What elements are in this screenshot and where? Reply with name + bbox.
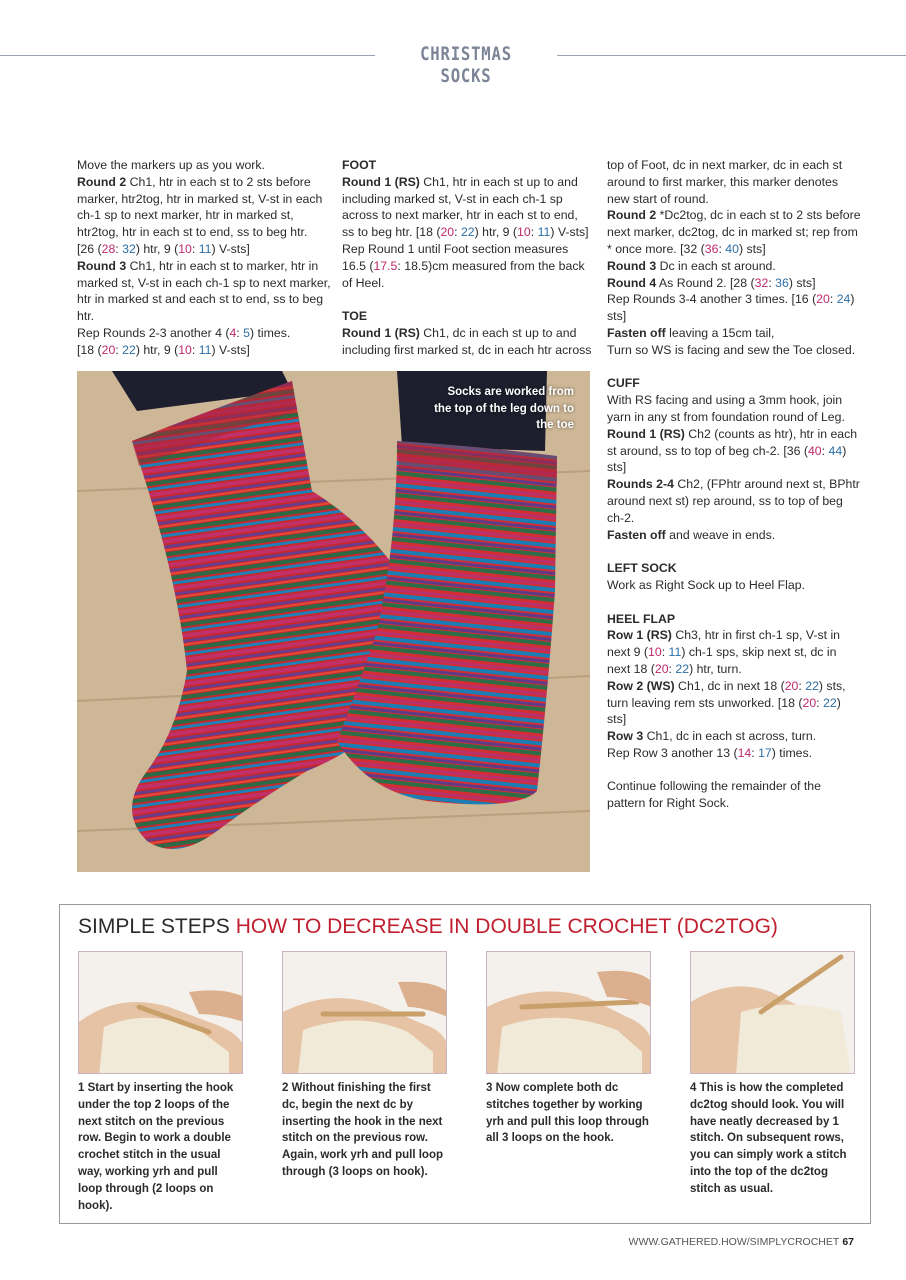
step-2 <box>282 951 447 1181</box>
toe-round-4: Round 4 As Round 2. [28 (32: 36) sts] <box>607 275 816 290</box>
cuff-fasten-off: Fasten off and weave in ends. <box>607 527 776 542</box>
closing-text: Continue following the remainder of the pattern for Right Sock. <box>607 779 821 811</box>
round-2-label: Round 2 <box>77 174 127 189</box>
steps-title-lead: SIMPLE STEPS <box>78 915 230 938</box>
page-title: CHRISTMAS SOCKS <box>420 43 512 87</box>
intro-text: Move the markers up as you work. <box>77 158 265 172</box>
step-1-text: 1 Start by inserting the hook under the top 2 loops of the next stitch on the previous row. Begin to work a double crochet stitch in the usual way, working yrh and pull loop through (2 loops on hook). <box>78 1082 234 1212</box>
left-sock-text: Work as Right Sock up to Heel Flap. <box>607 577 805 592</box>
foot-repeat: Rep Round 1 until Foot section measures 16.5 (17.5: 18.5)cm measured from the back of Heel. <box>342 241 585 290</box>
heel-row-1: Row 1 (RS) Ch3, htr in first ch-1 sp, V-st in next 9 (10: 11) ch-1 sps, skip next st, dc in next 18 (20: 22) htr, turn. <box>607 628 841 676</box>
step-4-text: 4 This is how the completed dc2tog should look. You will have neatly decreased by 1 stitch. On subsequent rows, you can simply work a stitch into the top of the dc2tog stitch as usual. <box>690 1082 847 1195</box>
socks-illustration <box>77 371 590 872</box>
footer-url[interactable]: WWW.GATHERED.HOW/SIMPLYCROCHET <box>628 1236 840 1248</box>
cuff-intro: With RS facing and using a 3mm hook, join yarn in any st from foundation round of Leg. <box>607 393 845 424</box>
heel-repeat: Rep Row 3 another 13 (14: 17) times. <box>607 745 813 760</box>
round-3-label: Round 3 <box>77 258 127 273</box>
step-2-text: 2 Without finishing the first dc, begin the next dc by inserting the hook in the next stitch on the previous row. Again, work yrh and pull loop through (3 loops on hook). <box>282 1082 444 1178</box>
cuff-heading: CUFF <box>607 376 640 391</box>
round-3-instruction: Round 3 Ch1, htr in each st to marker, htr in marked st, V-st in each ch-1 sp to next marker, htr in marked st and each st to end, ss to beg htr. <box>77 258 331 324</box>
cuff-rounds-2-4: Rounds 2-4 Ch2, (FPhtr around next st, BPhtr around next st) rep around, ss to top of beg ch-2. <box>607 477 860 525</box>
toe-round-3: Round 3 Dc in each st around. <box>607 258 776 273</box>
page-footer <box>629 1236 854 1248</box>
toe-heading: TOE <box>342 309 368 324</box>
toe-fasten-off: Fasten off leaving a 15cm tail, <box>607 325 775 340</box>
steps-title-main: HOW TO DECREASE IN DOUBLE CROCHET (DC2TOG) <box>235 915 778 938</box>
column-3 <box>607 157 862 812</box>
toe-continued: top of Foot, dc in next marker, dc in each st around to first marker, this marker denotes new start of round. <box>607 158 843 206</box>
simple-steps-panel <box>59 904 871 1224</box>
steps-title <box>78 915 778 939</box>
toe-repeat: Rep Rounds 3-4 another 3 times. [16 (20: 24) sts] <box>607 292 855 324</box>
photo-caption: Socks are worked from the top of the leg down to the toe <box>434 386 574 431</box>
round-2-count: [26 (28: 32) htr, 9 (10: 11) V-sts] <box>77 241 250 256</box>
heel-flap-heading: HEEL FLAP <box>607 611 676 626</box>
toe-round-1: Round 1 (RS) Ch1, dc in each st up to and including first marked st, dc in each htr across <box>342 325 592 357</box>
round-2-instruction: Round 2 Ch1, htr in each st to 2 sts before marker, htr2tog, htr in marked st, V-st in each ch-1 sp to next marker, htr in marked st, htr2tog, htr in each st to end, ss to beg htr. <box>77 174 323 240</box>
step-4-photo <box>690 951 855 1074</box>
step-3 <box>486 951 651 1147</box>
cuff-round-1: Round 1 (RS) Ch2 (counts as htr), htr in each st around, ss to top of beg ch-2. [36 (40: 44) sts] <box>607 426 858 475</box>
header-rule-right <box>557 55 906 56</box>
foot-round-1: Round 1 (RS) Ch1, htr in each st up to and including marked st, V-st in each ch-1 sp across to next marker, htr in each st to end, ss to beg htr. [18 (20: 22) htr, 9 (10: 11) V-sts] <box>342 174 589 240</box>
column-1 <box>77 157 332 359</box>
step-1 <box>78 951 243 1214</box>
step-3-photo <box>486 951 651 1074</box>
repeat-instruction: Rep Rounds 2-3 another 4 (4: 5) times. <box>77 325 291 340</box>
socks-photo <box>77 371 590 872</box>
step-2-photo <box>282 951 447 1074</box>
step-1-photo <box>78 951 243 1074</box>
toe-turn: Turn so WS is facing and sew the Toe closed. <box>607 342 856 357</box>
column-2 <box>342 157 592 359</box>
step-3-text: 3 Now complete both dc stitches together by working yrh and pull this loop through all 3 loops on the hook. <box>486 1082 649 1145</box>
page-number: 67 <box>842 1236 854 1248</box>
repeat-count: [18 (20: 22) htr, 9 (10: 11) V-sts] <box>77 342 250 357</box>
heel-row-2: Row 2 (WS) Ch1, dc in next 18 (20: 22) sts, turn leaving rem sts unworked. [18 (20: 22) sts] <box>607 678 846 727</box>
foot-heading: FOOT <box>342 158 377 172</box>
step-4 <box>690 951 855 1198</box>
toe-round-2: Round 2 *Dc2tog, dc in each st to 2 sts before next marker, dc2tog, dc in marked st; rep from * once more. [32 (36: 40) sts] <box>607 208 861 256</box>
header-rule-left <box>0 55 375 56</box>
heel-row-3: Row 3 Ch1, dc in each st across, turn. <box>607 729 817 744</box>
left-sock-heading: LEFT SOCK <box>607 561 677 576</box>
